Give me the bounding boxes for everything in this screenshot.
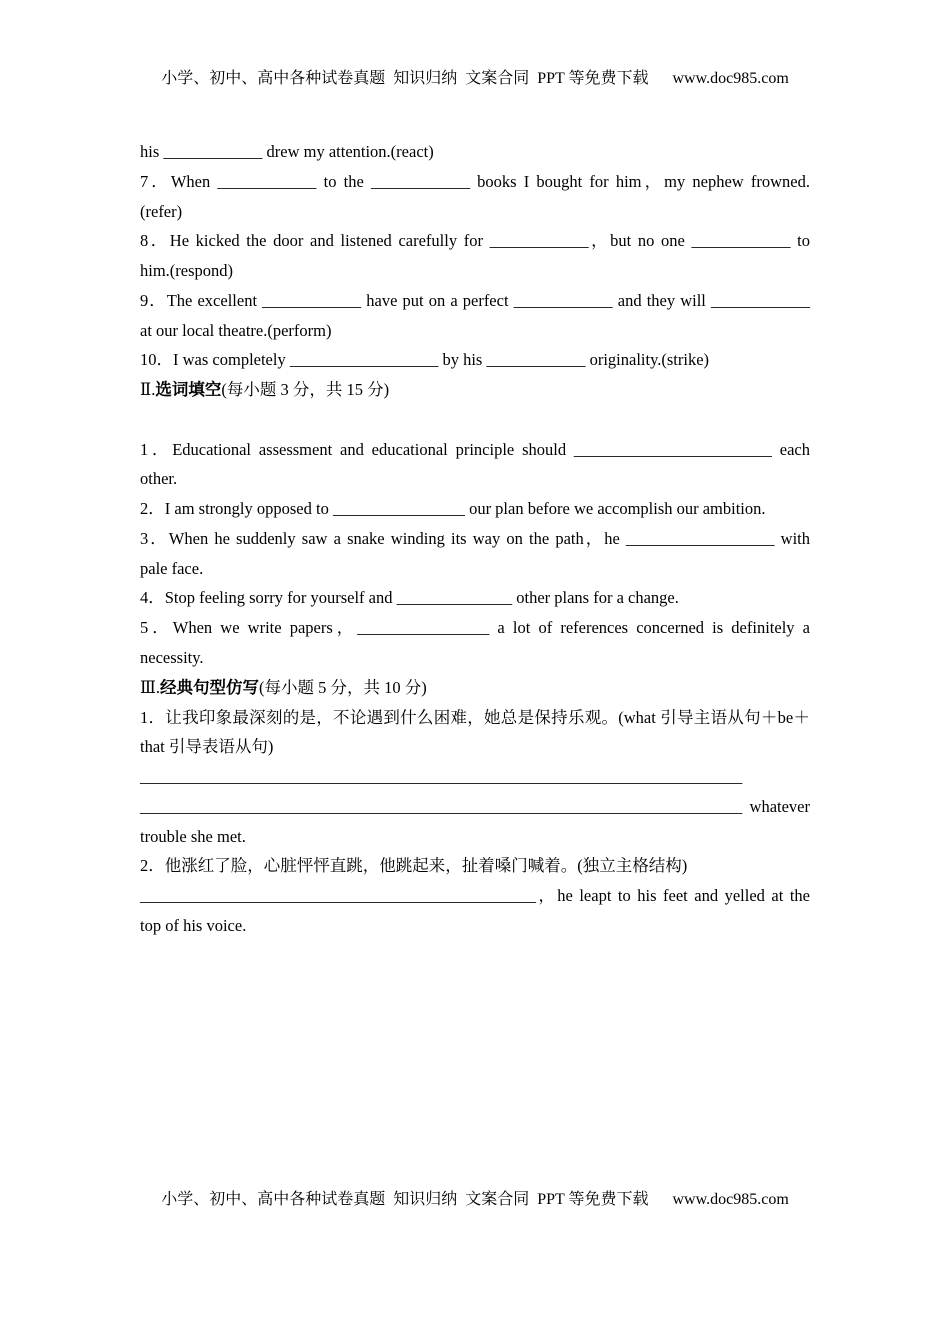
question-line: top of his voice. <box>140 915 247 935</box>
question-line: his ____________ drew my attention.(react) <box>140 142 434 161</box>
section-heading <box>140 375 810 405</box>
answer-line: ________________________________________________，he leapt to his feet and yelled at the <box>140 886 810 906</box>
section-note: (每小题 3 分，共 15 分) <box>221 380 390 400</box>
question-line: him.(respond) <box>140 261 234 281</box>
footer-text: 小学、初中、高中各种试卷真题 知识归纳 文案合同 PPT 等免费下载 <box>161 1191 649 1208</box>
question-line: (refer) <box>140 201 183 221</box>
header-url: www.doc985.com <box>672 70 789 87</box>
answer-line: _________________________________________________________________________ <box>140 767 743 787</box>
answer-line: _________________________________________________________________________ whatever <box>140 796 810 816</box>
question-line: 5．When we write papers，________________ a lot of references concerned is definitely a <box>140 618 810 638</box>
question-line: trouble she met. <box>140 826 246 846</box>
section-title: 选词填空 <box>155 380 222 400</box>
question-line: 8．He kicked the door and listened carefully for ____________，but no one ____________ to <box>140 231 810 251</box>
question-line: necessity. <box>140 648 204 668</box>
page-footer <box>0 1189 950 1211</box>
question-line: that 引导表语从句) <box>140 737 274 757</box>
blank-line <box>140 405 810 435</box>
section-numeral: Ⅲ. <box>140 677 161 697</box>
question-line: 1．让我印象最深刻的是，不论遇到什么困难，她总是保持乐观。(what 引导主语从句＋be＋ <box>140 707 810 727</box>
question-line: 4．Stop feeling sorry for yourself and ______________ other plans for a change. <box>140 588 679 608</box>
document-body <box>140 137 810 941</box>
footer-url: www.doc985.com <box>672 1191 789 1208</box>
question-line: 2．I am strongly opposed to ________________ our plan before we accomplish our ambition. <box>140 499 766 519</box>
question-line: 9．The excellent ____________ have put on a perfect ____________ and they will ____________ <box>140 290 810 310</box>
question-line: 3．When he suddenly saw a snake winding its way on the path，he __________________ with <box>140 528 810 548</box>
section-heading <box>140 673 810 703</box>
section-numeral: Ⅱ. <box>140 380 156 400</box>
section-title: 经典句型仿写 <box>160 677 260 697</box>
header-text: 小学、初中、高中各种试卷真题 知识归纳 文案合同 PPT 等免费下载 <box>161 70 649 87</box>
question-line: at our local theatre.(perform) <box>140 320 332 340</box>
question-line: 10．I was completely __________________ by his ____________ originality.(strike) <box>140 350 710 370</box>
question-line: 2．他涨红了脸，心脏怦怦直跳，他跳起来，扯着嗓门喊着。(独立主格结构) <box>140 856 688 876</box>
question-line: other. <box>140 469 178 489</box>
question-line: pale face. <box>140 558 204 578</box>
question-line: 7．When ____________ to the ____________ books I bought for him，my nephew frowned. <box>140 171 810 191</box>
section-note: (每小题 5 分，共 10 分) <box>259 677 427 697</box>
page-header <box>0 68 950 90</box>
question-line: 1．Educational assessment and educational principle should ________________________ each <box>140 439 810 459</box>
